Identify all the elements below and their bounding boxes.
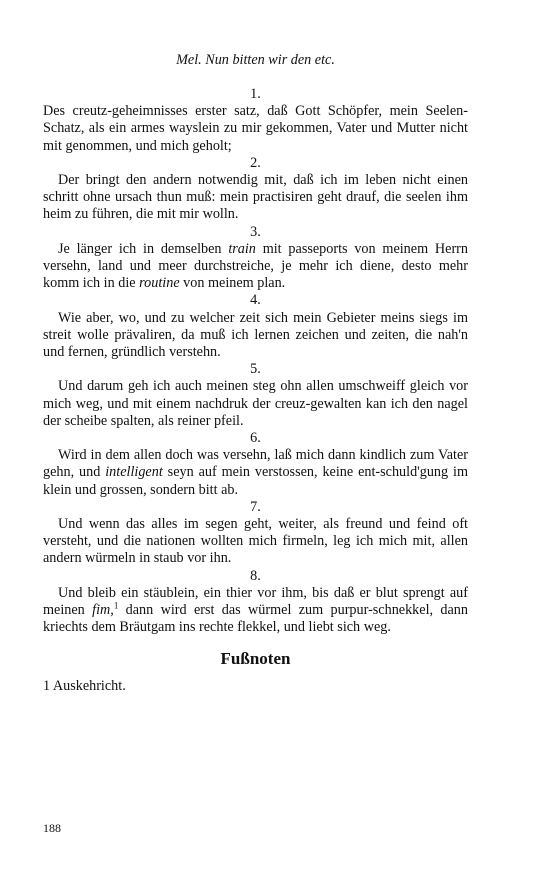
stanza-text-span: Je länger ich in demselben <box>58 240 229 257</box>
stanza-text <box>43 241 468 293</box>
stanza-number: 2. <box>250 154 261 171</box>
stanza-text-span: Wie aber, wo, und zu welcher zeit sich mein Gebieter meins siegs im streit wolle prävaliren, da muß ich lernen zeichen und zeiten, die nah'n und fernen, gründlich verstehn. <box>43 309 468 361</box>
italic-term: train <box>228 240 256 257</box>
footnote-number: 1 <box>43 678 51 694</box>
stanza-number: 6. <box>250 430 261 447</box>
footnote-text: Auskehricht. <box>52 678 126 694</box>
stanza-text <box>43 103 468 155</box>
footnote-marker[interactable]: 1 <box>113 600 119 611</box>
stanza-text <box>43 447 468 499</box>
stanza-text-span: seyn auf mein verstossen, keine ent-schuld'gung im klein und grossen, sondern bitt ab. <box>43 464 468 498</box>
stanza-number: 3. <box>250 223 261 240</box>
stanza-text-span: Wird in dem allen doch was versehn, laß mich dann kindlich zum Vater gehn, und <box>43 447 468 481</box>
stanza-number: 5. <box>250 361 261 378</box>
stanza-text-span: Und darum geh ich auch meinen steg ohn allen umschweiff gleich vor mich weg, und mit einem nachdruk der creuz-gewalten kan ich den nagel der scheibe spalten, als reiner pfeil. <box>43 378 468 429</box>
stanza-number: 8. <box>250 567 261 584</box>
stanza-text-span: dann wird erst das würmel zum purpur-schnekkel, dann kriechts dem Bräutgam ins rechte flekkel, und liebt sich weg. <box>43 602 468 636</box>
footnote-item <box>43 678 126 695</box>
stanza-number: 7. <box>250 498 261 515</box>
page-number: 188 <box>43 821 61 835</box>
italic-term: routine <box>139 275 180 292</box>
italic-term: fim, <box>92 602 114 619</box>
italic-term: intelligent <box>105 464 163 481</box>
stanza-text-span: Und bleib ein stäublein, ein thier vor ihm, bis daß er blut sprengt auf meinen <box>43 584 468 619</box>
stanza-number: 4. <box>250 292 261 309</box>
stanza-text <box>43 172 468 224</box>
hymn-body <box>43 86 468 637</box>
footnotes-heading: Fußnoten <box>220 649 291 668</box>
stanza-text-span: Des creutz-geheimnisses erster satz, daß Gott Schöpfer, mein Seelen-Schatz, als ein armes wayslein zu mir gekommen, Vater und Mutter nicht mit genommen, und mich geholt; <box>43 103 468 154</box>
stanza-text-span: von meinem plan. <box>179 275 286 292</box>
stanza-text-span: mit passeports von meinem Herrn versehn, land und meer durchstreiche, je mehr ich diene, desto mehr komm ich in die <box>43 240 468 292</box>
stanza-text <box>43 378 468 430</box>
melody-line: Mel. Nun bitten wir den etc. <box>176 52 335 68</box>
stanza-number: 1. <box>250 86 261 102</box>
stanza-text-span: Der bringt den andern notwendig mit, daß ich im leben nicht einen schritt ohne ursach thun muß: mein practisiren geht drauf, die seelen ihm heim zu führen, die mit mir wolln. <box>43 172 468 223</box>
stanza-text-span: Und wenn das alles im segen geht, weiter, als freund und feind oft versteht, und die nationen wollten mich firmeln, leg ich mich mit, allen andern würmeln in staub vor ihn. <box>43 516 468 567</box>
stanza-text <box>43 310 468 362</box>
stanza-text <box>43 516 468 568</box>
stanza-text <box>43 585 468 637</box>
